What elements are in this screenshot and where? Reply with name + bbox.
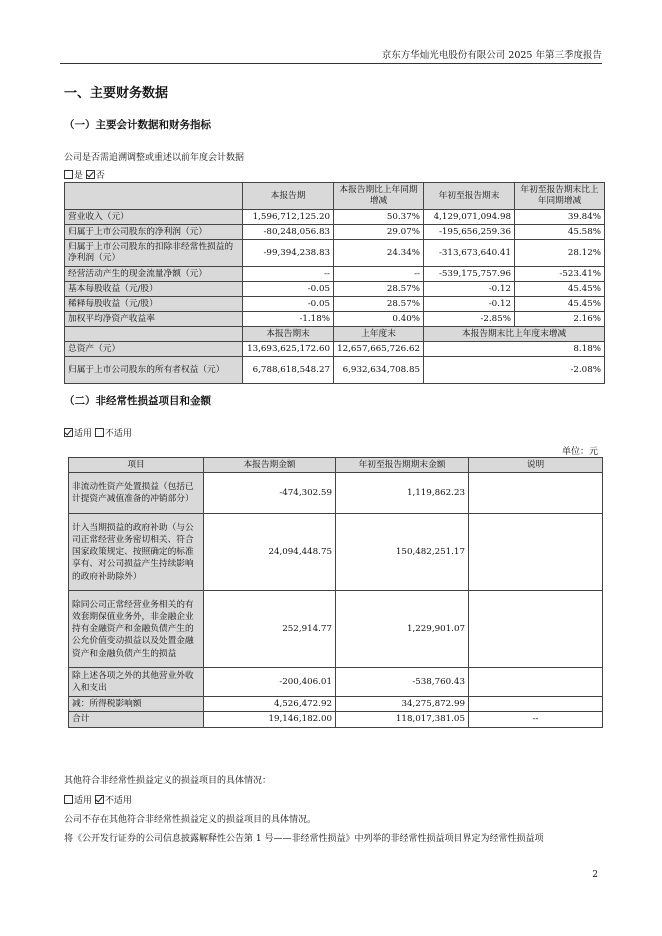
cell: -2.85% — [424, 312, 515, 327]
cell: 6,788,618,548.27 — [243, 357, 334, 384]
cell: 24.34% — [334, 240, 424, 267]
table-row — [65, 342, 605, 357]
cell — [469, 668, 603, 697]
other-items-heading: 其他符合非经常性损益定义的损益项目的具体情况： — [64, 776, 272, 786]
header-cell: 项目 — [69, 458, 204, 473]
report-header: 京东方华灿光电股份有限公司 2025 年第三季度报告 — [381, 50, 602, 61]
table-row — [65, 210, 605, 225]
header-cell: 本报告期末 — [243, 327, 334, 342]
cell: 28.57% — [334, 297, 424, 312]
table-row — [69, 591, 603, 668]
row-label: 基本每股收益（元/股） — [65, 282, 243, 297]
table-row — [65, 267, 605, 282]
cell: 6,932,634,708.85 — [334, 357, 424, 384]
cell: -0.05 — [243, 297, 334, 312]
section-title: 一、主要财务数据 — [64, 86, 169, 101]
row-label: 除上述各项之外的其他营业外收入和支出 — [69, 668, 204, 697]
header-cell: 说明 — [469, 458, 603, 473]
cell: -0.12 — [424, 297, 515, 312]
checkbox-empty-icon — [95, 428, 104, 437]
cell: 34,275,872.99 — [336, 697, 469, 712]
cell: 45.45% — [515, 297, 605, 312]
row-label: 减：所得税影响额 — [69, 697, 204, 712]
header-cell: 年初至报告期末比上年同期增减 — [515, 183, 605, 210]
cell: 1,119,862.23 — [336, 473, 469, 514]
table-row — [65, 282, 605, 297]
header-cell: 年初至报告期期末金额 — [336, 458, 469, 473]
table-header-row — [65, 327, 605, 342]
cell: 28.12% — [515, 240, 605, 267]
option-yes: 是 — [74, 171, 84, 181]
restatement-options — [64, 168, 105, 181]
cell: 2.16% — [515, 312, 605, 327]
option-no: 否 — [95, 171, 105, 181]
non-recurring-items-table — [68, 457, 603, 728]
cell: -0.05 — [243, 282, 334, 297]
cell: 118,017,381.05 — [336, 712, 469, 727]
row-label: 归属于上市公司股东的所有者权益（元） — [65, 357, 243, 384]
cell: 252,914.77 — [204, 591, 336, 668]
cell — [469, 514, 603, 591]
row-label: 加权平均净资产收益率 — [65, 312, 243, 327]
row-label: 总资产（元） — [65, 342, 243, 357]
row-label: 非流动性资产处置损益（包括已计提资产减值准备的冲销部分） — [69, 473, 204, 514]
subsection-title-1: （一）主要会计数据和财务指标 — [64, 119, 211, 131]
cell: 4,526,472.92 — [204, 697, 336, 712]
cell: 150,482,251.17 — [336, 514, 469, 591]
cell: 8.18% — [424, 342, 605, 357]
table-row — [65, 297, 605, 312]
checkbox-empty-icon — [64, 795, 73, 804]
applicability-options — [64, 426, 132, 439]
header-cell: 本报告期比上年同期增减 — [334, 183, 424, 210]
cell — [469, 591, 603, 668]
cell — [469, 473, 603, 514]
cell: -313,673,640.41 — [424, 240, 515, 267]
header-cell: 年初至报告期末 — [424, 183, 515, 210]
header-cell: 本报告期金额 — [204, 458, 336, 473]
cell: 39.84% — [515, 210, 605, 225]
cell: -195,656,259.36 — [424, 225, 515, 240]
cell: -539,175,757.96 — [424, 267, 515, 282]
table-row — [69, 668, 603, 697]
header-cell — [65, 183, 243, 210]
cell: 50.37% — [334, 210, 424, 225]
cell: 0.40% — [334, 312, 424, 327]
table-row — [65, 312, 605, 327]
row-label: 合计 — [69, 712, 204, 727]
row-label: 除同公司正常经营业务相关的有效套期保值业务外，非金融企业持有金融资产和金融负债产生的公允价值变动损益以及处置金融资产和金融负债产生的损益 — [69, 591, 204, 668]
table-row — [65, 225, 605, 240]
cell: 19,146,182.00 — [204, 712, 336, 727]
other-items-options — [64, 793, 132, 806]
cell: 13,693,625,172.60 — [243, 342, 334, 357]
table-row — [69, 473, 603, 514]
cell: -523.41% — [515, 267, 605, 282]
cell: -- — [334, 267, 424, 282]
cell: 28.57% — [334, 282, 424, 297]
cell: 1,596,712,125.20 — [243, 210, 334, 225]
cell: 24,094,448.75 — [204, 514, 336, 591]
row-label: 计入当期损益的政府补助（与公司正常经营业务密切相关、符合国家政策规定、按照确定的标准享有、对公司损益产生持续影响的政府补助除外） — [69, 514, 204, 591]
checkbox-checked-icon — [64, 428, 73, 437]
page-number: 2 — [592, 870, 598, 880]
row-label: 稀释每股收益（元/股） — [65, 297, 243, 312]
option-not-apply: 不适用 — [104, 429, 132, 439]
cell: 29.07% — [334, 225, 424, 240]
restatement-question: 公司是否需追溯调整或重述以前年度会计数据 — [64, 153, 245, 163]
reclassification-note: 将《公开发行证券的公司信息披露解释性公告第 1 号——非经常性损益》中列举的非经常性损益项目界定为经常性损益项 — [64, 834, 544, 844]
option-apply: 适用 — [74, 429, 93, 439]
table-row — [65, 357, 605, 384]
cell: -200,406.01 — [204, 668, 336, 697]
cell: 12,657,665,726.62 — [334, 342, 424, 357]
cell: -0.12 — [424, 282, 515, 297]
cell: -- — [243, 267, 334, 282]
checkbox-checked-icon — [95, 795, 104, 804]
cell: -538,760.43 — [336, 668, 469, 697]
unit-label: 单位：元 — [561, 447, 598, 457]
cell: -- — [469, 712, 603, 727]
table-header-row — [65, 183, 605, 210]
header-cell — [65, 327, 243, 342]
cell: 45.45% — [515, 282, 605, 297]
cell: -474,302.59 — [204, 473, 336, 514]
table-header-row — [69, 458, 603, 473]
row-label: 归属于上市公司股东的净利润（元） — [65, 225, 243, 240]
header-cell: 上年度末 — [334, 327, 424, 342]
cell: 4,129,071,094.98 — [424, 210, 515, 225]
header-cell: 本报告期 — [243, 183, 334, 210]
table-row — [69, 514, 603, 591]
cell: 1,229,901.07 — [336, 591, 469, 668]
cell — [469, 697, 603, 712]
header-cell: 本报告期末比上年度末增减 — [424, 327, 605, 342]
other-items-statement: 公司不存在其他符合非经常性损益定义的损益项目的具体情况。 — [64, 815, 317, 825]
financial-data-table — [64, 182, 605, 384]
cell: -80,248,056.83 — [243, 225, 334, 240]
subsection-title-2: （二）非经常性损益项目和金额 — [64, 395, 211, 407]
cell: -99,394,238.83 — [243, 240, 334, 267]
cell: -1.18% — [243, 312, 334, 327]
table-row — [65, 240, 605, 267]
table-row — [69, 697, 603, 712]
checkbox-checked-icon — [86, 170, 95, 179]
row-label: 经营活动产生的现金流量净额（元） — [65, 267, 243, 282]
header-divider — [60, 63, 602, 64]
cell: -2.08% — [424, 357, 605, 384]
option-not-apply: 不适用 — [104, 796, 132, 806]
table-row — [69, 712, 603, 727]
row-label: 营业收入（元） — [65, 210, 243, 225]
checkbox-empty-icon — [64, 170, 73, 179]
row-label: 归属于上市公司股东的扣除非经常性损益的净利润（元） — [65, 240, 243, 267]
cell: 45.58% — [515, 225, 605, 240]
option-apply: 适用 — [74, 796, 93, 806]
